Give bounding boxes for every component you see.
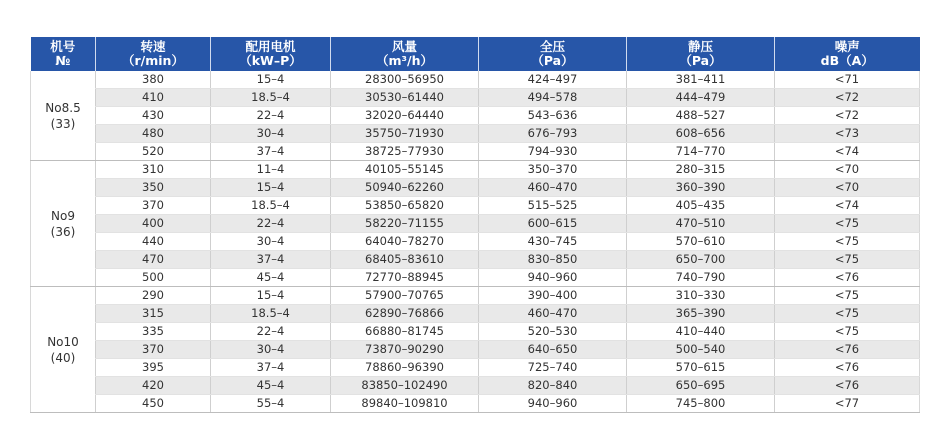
- static-pressure-cell: 310–330: [627, 287, 775, 305]
- table-row: [31, 71, 920, 89]
- air-volume-cell: 62890–76866: [331, 305, 479, 323]
- motor-cell: 18.5–4: [211, 197, 331, 215]
- noise-cell: <76: [775, 269, 920, 287]
- noise-cell: <71: [775, 71, 920, 89]
- motor-cell: 22–4: [211, 323, 331, 341]
- speed-cell: 420: [96, 377, 211, 395]
- static-pressure-cell: 410–440: [627, 323, 775, 341]
- header-model-number: 机号 №: [31, 37, 96, 71]
- air-volume-cell: 58220–71155: [331, 215, 479, 233]
- table-row: [31, 233, 920, 251]
- motor-cell: 37–4: [211, 143, 331, 161]
- total-pressure-cell: 725–740: [479, 359, 627, 377]
- speed-cell: 310: [96, 161, 211, 179]
- air-volume-cell: 28300–56950: [331, 71, 479, 89]
- header-motor: 配用电机 （kW–P）: [211, 37, 331, 71]
- total-pressure-cell: 460–470: [479, 305, 627, 323]
- total-pressure-cell: 424–497: [479, 71, 627, 89]
- speed-cell: 350: [96, 179, 211, 197]
- total-pressure-cell: 676–793: [479, 125, 627, 143]
- speed-cell: 480: [96, 125, 211, 143]
- air-volume-cell: 50940–62260: [331, 179, 479, 197]
- air-volume-cell: 64040–78270: [331, 233, 479, 251]
- table-row: [31, 305, 920, 323]
- noise-cell: <74: [775, 197, 920, 215]
- air-volume-cell: 72770–88945: [331, 269, 479, 287]
- speed-cell: 500: [96, 269, 211, 287]
- header-row: [31, 37, 920, 71]
- table-row: [31, 143, 920, 161]
- noise-cell: <72: [775, 89, 920, 107]
- static-pressure-cell: 444–479: [627, 89, 775, 107]
- header-noise: 噪声 dB（A）: [775, 37, 920, 71]
- speed-cell: 335: [96, 323, 211, 341]
- table-row: [31, 269, 920, 287]
- noise-cell: <74: [775, 143, 920, 161]
- static-pressure-cell: 714–770: [627, 143, 775, 161]
- noise-cell: <75: [775, 287, 920, 305]
- static-pressure-cell: 280–315: [627, 161, 775, 179]
- noise-cell: <75: [775, 233, 920, 251]
- air-volume-cell: 40105–55145: [331, 161, 479, 179]
- speed-cell: 315: [96, 305, 211, 323]
- speed-cell: 440: [96, 233, 211, 251]
- motor-cell: 30–4: [211, 341, 331, 359]
- header-air-volume: 风量 （m³/h）: [331, 37, 479, 71]
- speed-cell: 470: [96, 251, 211, 269]
- table-row: [31, 215, 920, 233]
- total-pressure-cell: 515–525: [479, 197, 627, 215]
- air-volume-cell: 78860–96390: [331, 359, 479, 377]
- air-volume-cell: 35750–71930: [331, 125, 479, 143]
- speed-cell: 370: [96, 197, 211, 215]
- total-pressure-cell: 830–850: [479, 251, 627, 269]
- air-volume-cell: 38725–77930: [331, 143, 479, 161]
- table-row: [31, 161, 920, 179]
- static-pressure-cell: 608–656: [627, 125, 775, 143]
- total-pressure-cell: 940–960: [479, 269, 627, 287]
- noise-cell: <75: [775, 251, 920, 269]
- table-row: [31, 395, 920, 413]
- speed-cell: 395: [96, 359, 211, 377]
- motor-cell: 30–4: [211, 125, 331, 143]
- speed-cell: 450: [96, 395, 211, 413]
- table-row: [31, 359, 920, 377]
- noise-cell: <76: [775, 359, 920, 377]
- motor-cell: 15–4: [211, 71, 331, 89]
- noise-cell: <73: [775, 125, 920, 143]
- total-pressure-cell: 600–615: [479, 215, 627, 233]
- static-pressure-cell: 405–435: [627, 197, 775, 215]
- motor-cell: 11–4: [211, 161, 331, 179]
- table-row: [31, 323, 920, 341]
- air-volume-cell: 73870–90290: [331, 341, 479, 359]
- motor-cell: 22–4: [211, 215, 331, 233]
- static-pressure-cell: 650–700: [627, 251, 775, 269]
- motor-cell: 37–4: [211, 359, 331, 377]
- motor-cell: 55–4: [211, 395, 331, 413]
- static-pressure-cell: 570–610: [627, 233, 775, 251]
- air-volume-cell: 66880–81745: [331, 323, 479, 341]
- static-pressure-cell: 365–390: [627, 305, 775, 323]
- total-pressure-cell: 350–370: [479, 161, 627, 179]
- speed-cell: 430: [96, 107, 211, 125]
- table-row: [31, 287, 920, 305]
- total-pressure-cell: 940–960: [479, 395, 627, 413]
- table-row: [31, 251, 920, 269]
- total-pressure-cell: 494–578: [479, 89, 627, 107]
- table-body: [31, 71, 920, 413]
- table-row: [31, 125, 920, 143]
- table-header: [31, 37, 920, 71]
- header-total-pressure: 全压 （Pa）: [479, 37, 627, 71]
- motor-cell: 15–4: [211, 179, 331, 197]
- static-pressure-cell: 360–390: [627, 179, 775, 197]
- table-row: [31, 89, 920, 107]
- total-pressure-cell: 543–636: [479, 107, 627, 125]
- air-volume-cell: 30530–61440: [331, 89, 479, 107]
- static-pressure-cell: 488–527: [627, 107, 775, 125]
- motor-cell: 22–4: [211, 107, 331, 125]
- static-pressure-cell: 740–790: [627, 269, 775, 287]
- noise-cell: <75: [775, 323, 920, 341]
- motor-cell: 15–4: [211, 287, 331, 305]
- air-volume-cell: 68405–83610: [331, 251, 479, 269]
- total-pressure-cell: 640–650: [479, 341, 627, 359]
- noise-cell: <76: [775, 377, 920, 395]
- speed-cell: 410: [96, 89, 211, 107]
- motor-cell: 37–4: [211, 251, 331, 269]
- static-pressure-cell: 650–695: [627, 377, 775, 395]
- model-number-cell: No8.5 (33): [31, 71, 96, 161]
- table-row: [31, 197, 920, 215]
- speed-cell: 370: [96, 341, 211, 359]
- total-pressure-cell: 794–930: [479, 143, 627, 161]
- air-volume-cell: 57900–70765: [331, 287, 479, 305]
- table-row: [31, 179, 920, 197]
- static-pressure-cell: 381–411: [627, 71, 775, 89]
- total-pressure-cell: 820–840: [479, 377, 627, 395]
- motor-cell: 45–4: [211, 377, 331, 395]
- motor-cell: 18.5–4: [211, 305, 331, 323]
- motor-cell: 45–4: [211, 269, 331, 287]
- noise-cell: <72: [775, 107, 920, 125]
- model-number-cell: No10 (40): [31, 287, 96, 413]
- motor-cell: 18.5–4: [211, 89, 331, 107]
- air-volume-cell: 32020–64440: [331, 107, 479, 125]
- static-pressure-cell: 570–615: [627, 359, 775, 377]
- motor-cell: 30–4: [211, 233, 331, 251]
- total-pressure-cell: 390–400: [479, 287, 627, 305]
- total-pressure-cell: 430–745: [479, 233, 627, 251]
- total-pressure-cell: 520–530: [479, 323, 627, 341]
- table-row: [31, 341, 920, 359]
- total-pressure-cell: 460–470: [479, 179, 627, 197]
- noise-cell: <70: [775, 161, 920, 179]
- header-speed: 转速 （r/min）: [96, 37, 211, 71]
- table-row: [31, 107, 920, 125]
- noise-cell: <77: [775, 395, 920, 413]
- noise-cell: <70: [775, 179, 920, 197]
- noise-cell: <75: [775, 305, 920, 323]
- speed-cell: 400: [96, 215, 211, 233]
- speed-cell: 380: [96, 71, 211, 89]
- static-pressure-cell: 470–510: [627, 215, 775, 233]
- static-pressure-cell: 500–540: [627, 341, 775, 359]
- noise-cell: <75: [775, 215, 920, 233]
- air-volume-cell: 83850–102490: [331, 377, 479, 395]
- air-volume-cell: 89840–109810: [331, 395, 479, 413]
- table-row: [31, 377, 920, 395]
- static-pressure-cell: 745–800: [627, 395, 775, 413]
- header-static-pressure: 静压 （Pa）: [627, 37, 775, 71]
- speed-cell: 290: [96, 287, 211, 305]
- model-number-cell: No9 (36): [31, 161, 96, 287]
- fan-spec-table: [30, 37, 920, 413]
- noise-cell: <76: [775, 341, 920, 359]
- speed-cell: 520: [96, 143, 211, 161]
- air-volume-cell: 53850–65820: [331, 197, 479, 215]
